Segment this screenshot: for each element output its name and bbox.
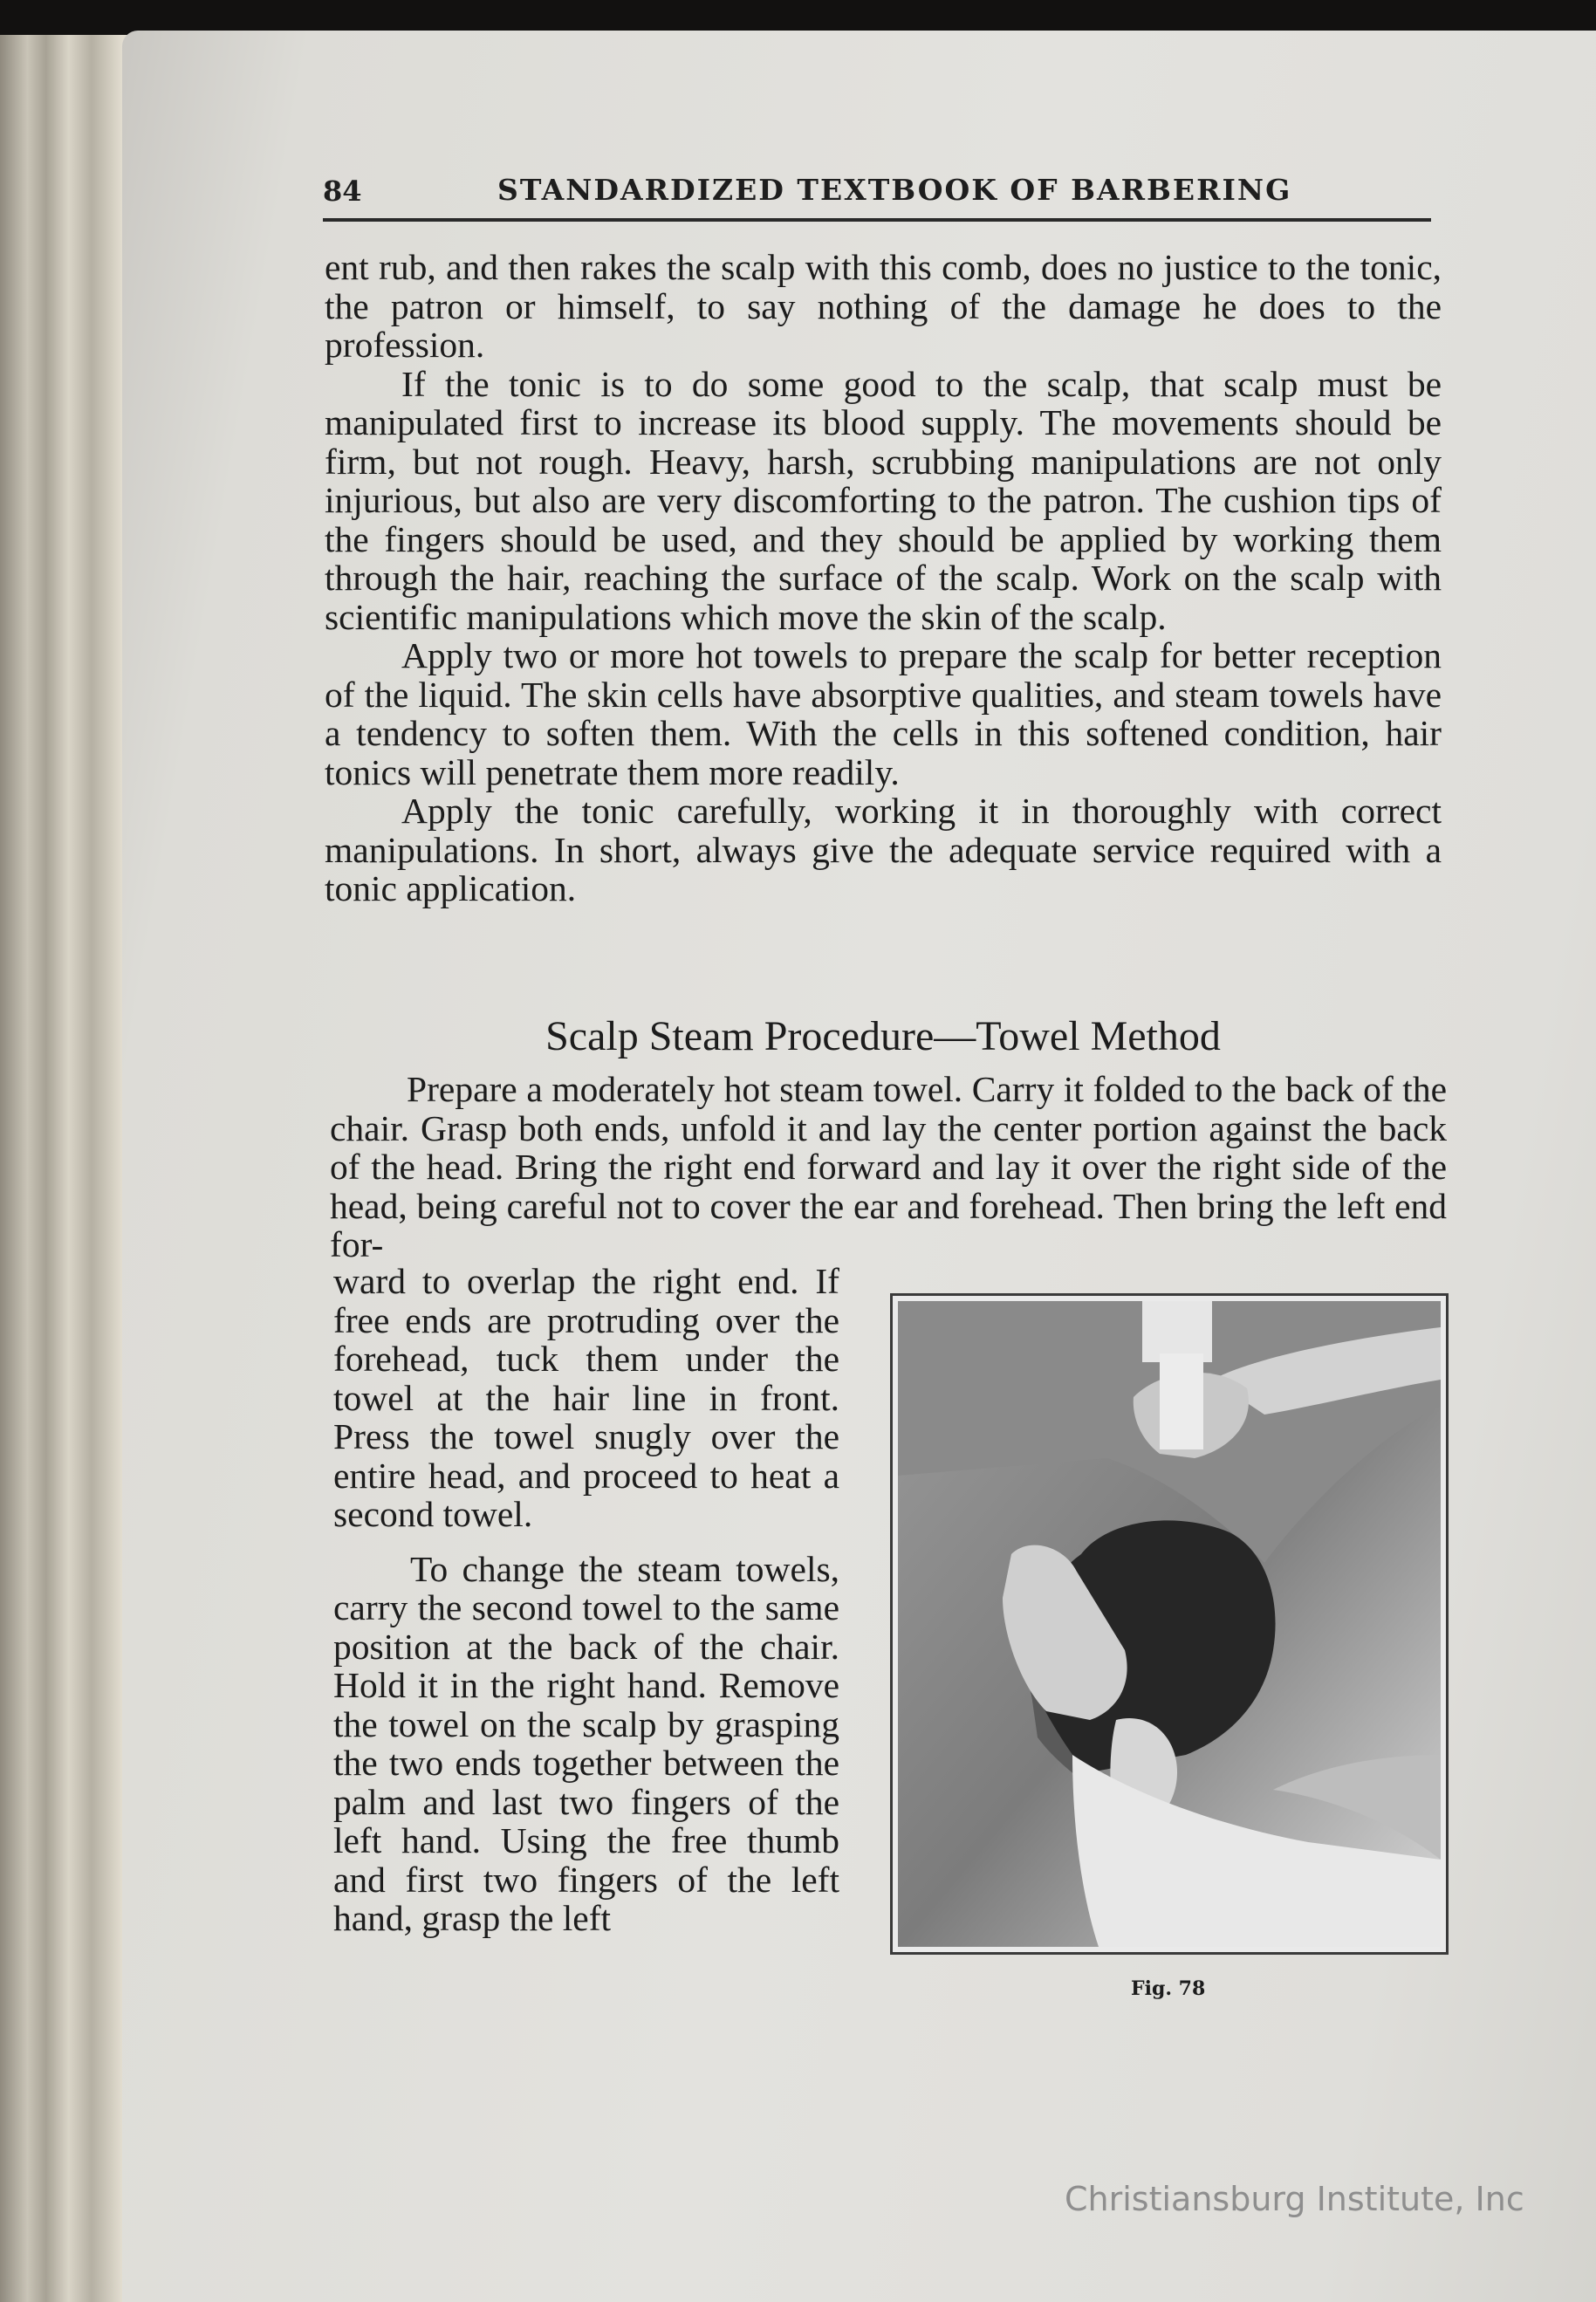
paragraph-overlap: ward to overlap the right end. If free ends are protruding over the forehead, tuck them under the towel at the hair line in front. Press the towel snugly over the entire head, and proceed to heat a second towel.	[333, 1261, 839, 1534]
paragraph-manipulation: If the tonic is to do some good to the scalp, that scalp must be manipulated first to increase its blood supply. The movements should be firm, but not rough. Heavy, harsh, scrubbing manipulations are not only injurious, but also are very discomforting to the patron. The cushion tips of the fingers should be used, and they should be applied by working them through the hair, reaching the surface of the scalp. Work on the scalp with scientific manipulations which move the skin of the scalp.	[325, 363, 1442, 637]
watermark-text: Christiansburg Institute, Inc	[1065, 2180, 1524, 2218]
running-head	[323, 166, 1431, 222]
page-number: 84	[323, 175, 362, 208]
paragraph-change-towels: To change the steam towels, carry the second towel to the same position at the back of the chair. Hold it in the right hand. Remove the towel on the scalp by grasping the two ends together between the palm and last two fingers of the left hand. Using the free thumb and first two fingers of the left hand, grasp the left	[333, 1548, 839, 1938]
left-column-text	[333, 1262, 839, 1938]
paragraph-hot-towels: Apply two or more hot towels to prepare the scalp for better reception of the liquid. The skin cells have absorptive qualities, and steam towels have a tendency to soften them. With the cells in this softened condition, hair tonics will penetrate them more readily.	[325, 635, 1442, 792]
section-intro	[330, 1070, 1447, 1264]
paragraph-continuation: ent rub, and then rakes the scalp with this comb, does no justice to the tonic, the patron or himself, to say nothing of the damage he does to the profession.	[325, 247, 1442, 365]
paragraph-apply-tonic: Apply the tonic carefully, working it in thoroughly with correct manipulations. In short, always give the adequate service required with a tonic application.	[325, 791, 1442, 908]
figure-caption: Fig. 78	[1131, 1977, 1206, 2000]
photo-tonic-application	[898, 1301, 1441, 1947]
paragraph-prepare-towel: Prepare a moderately hot steam towel. Carry it folded to the back of the chair. Grasp both ends, unfold it and lay the center portion against the back of the head. Bring the right end forward and lay it over the right side of the head, being careful not to cover the ear and forehead. Then bring the left end for-	[330, 1069, 1447, 1264]
section-heading: Scalp Steam Procedure—Towel Method	[545, 1013, 1221, 1059]
figure-photo	[890, 1293, 1449, 1955]
running-title: STANDARDIZED TEXTBOOK OF BARBERING	[497, 173, 1292, 207]
body-text-top	[325, 248, 1442, 908]
